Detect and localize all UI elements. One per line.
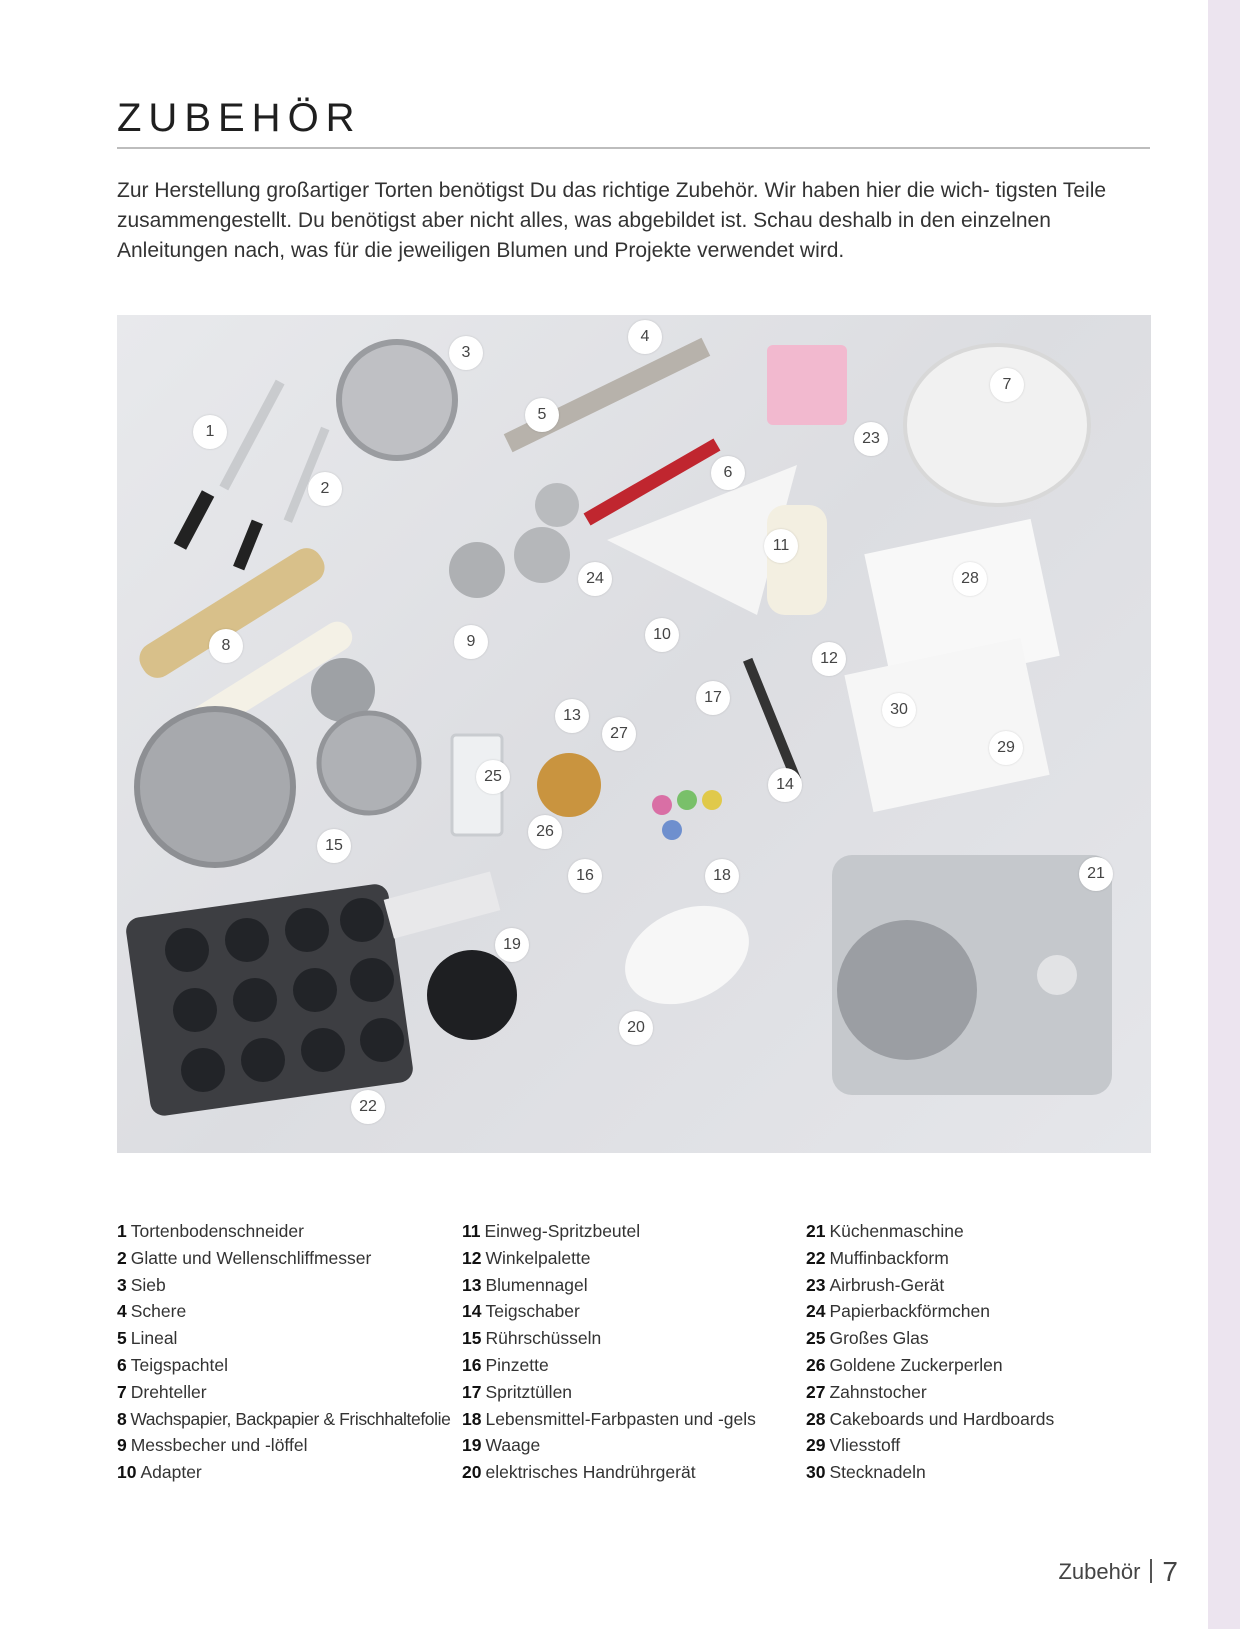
legend-item: 15 Rührschüsseln bbox=[462, 1328, 602, 1349]
callout-24: 24 bbox=[578, 562, 612, 596]
legend-item: 29 Vliesstoff bbox=[806, 1435, 901, 1456]
legend-item: 24 Papierbackförmchen bbox=[806, 1301, 990, 1322]
footer-section-title: Zubehör bbox=[1058, 1559, 1141, 1584]
legend-column-3 bbox=[806, 1218, 1054, 1486]
legend-item: 10 Adapter bbox=[117, 1462, 202, 1483]
legend-item: 16 Pinzette bbox=[462, 1354, 549, 1375]
callout-12: 12 bbox=[812, 642, 846, 676]
legend-item: 27 Zahnstocher bbox=[806, 1381, 927, 1402]
callout-10: 10 bbox=[645, 618, 679, 652]
legend-item: 18 Lebensmittel-Farbpasten und -gels bbox=[462, 1408, 756, 1429]
title-divider bbox=[117, 147, 1150, 149]
callout-1: 1 bbox=[193, 415, 227, 449]
callout-25: 25 bbox=[476, 760, 510, 794]
legend-item: 21 Küchenmaschine bbox=[806, 1221, 964, 1241]
legend-item: 13 Blumennagel bbox=[462, 1274, 588, 1295]
callout-9: 9 bbox=[454, 625, 488, 659]
callout-8: 8 bbox=[209, 629, 243, 663]
callout-20: 20 bbox=[619, 1011, 653, 1045]
callout-11: 11 bbox=[764, 529, 798, 563]
callout-19: 19 bbox=[495, 928, 529, 962]
callout-18: 18 bbox=[705, 859, 739, 893]
callout-5: 5 bbox=[525, 398, 559, 432]
callout-2: 2 bbox=[308, 472, 342, 506]
callout-21: 21 bbox=[1079, 857, 1113, 891]
callout-28: 28 bbox=[953, 562, 987, 596]
legend-item: 4 Schere bbox=[117, 1301, 187, 1322]
legend-item: 22 Muffinbackform bbox=[806, 1247, 949, 1268]
page-footer bbox=[1000, 1556, 1178, 1588]
legend-item: 5 Lineal bbox=[117, 1328, 178, 1349]
legend-column-1 bbox=[117, 1218, 450, 1486]
side-color-strip bbox=[1208, 0, 1240, 1629]
legend-item: 12 Winkelpalette bbox=[462, 1247, 591, 1268]
callout-16: 16 bbox=[568, 859, 602, 893]
legend-item: 23 Airbrush-Gerät bbox=[806, 1274, 945, 1295]
legend-item: 7 Drehteller bbox=[117, 1381, 207, 1402]
legend-item: 30 Stecknadeln bbox=[806, 1462, 926, 1483]
callout-14: 14 bbox=[768, 768, 802, 802]
legend-item: 26 Goldene Zuckerperlen bbox=[806, 1354, 1003, 1375]
callout-26: 26 bbox=[528, 815, 562, 849]
callout-15: 15 bbox=[317, 829, 351, 863]
callout-7: 7 bbox=[990, 368, 1024, 402]
callout-17: 17 bbox=[696, 681, 730, 715]
legend-item: 28 Cakeboards und Hardboards bbox=[806, 1408, 1055, 1429]
legend-item: 9 Messbecher und -löffel bbox=[117, 1435, 308, 1456]
callout-6: 6 bbox=[711, 456, 745, 490]
legend-item: 6 Teigspachtel bbox=[117, 1354, 229, 1375]
callout-4: 4 bbox=[628, 320, 662, 354]
legend-item: 20 elektrisches Handrührgerät bbox=[462, 1462, 696, 1483]
callout-27: 27 bbox=[602, 717, 636, 751]
callout-23: 23 bbox=[854, 422, 888, 456]
callout-29: 29 bbox=[989, 731, 1023, 765]
legend-item: 2 Glatte und Wellenschliffmesser bbox=[117, 1247, 372, 1268]
legend-item: 3 Sieb bbox=[117, 1274, 166, 1295]
footer-divider bbox=[1150, 1559, 1152, 1583]
page-number: 7 bbox=[1162, 1556, 1178, 1587]
equipment-photo bbox=[117, 315, 1151, 1153]
legend-item: 19 Waage bbox=[462, 1435, 541, 1456]
legend-item: 25 Großes Glas bbox=[806, 1328, 929, 1349]
legend-column-2 bbox=[462, 1218, 756, 1486]
callout-13: 13 bbox=[555, 699, 589, 733]
legend-item: 1 Tortenbodenschneider bbox=[117, 1221, 304, 1241]
legend-item: 17 Spritztüllen bbox=[462, 1381, 573, 1402]
page-title: ZUBEHÖR bbox=[117, 96, 362, 140]
legend-item: 11 Einweg-Spritzbeutel bbox=[462, 1221, 641, 1241]
callout-30: 30 bbox=[882, 693, 916, 727]
legend-item: 14 Teigschaber bbox=[462, 1301, 580, 1322]
callout-22: 22 bbox=[351, 1090, 385, 1124]
legend-item: 8 Wachspapier, Backpapier & Frischhaltefolie bbox=[117, 1408, 451, 1429]
intro-paragraph: Zur Herstellung großartiger Torten benötigst Du das richtige Zubehör. Wir haben hier die wich- tigsten Teile zusammengestellt. Du benötigst aber nicht alles, was abgebildet ist. Schau deshalb in den einzelnen Anleitungen nach, was für die jeweiligen Blumen und Projekte verwendet wird. bbox=[117, 179, 1107, 262]
callout-3: 3 bbox=[449, 336, 483, 370]
